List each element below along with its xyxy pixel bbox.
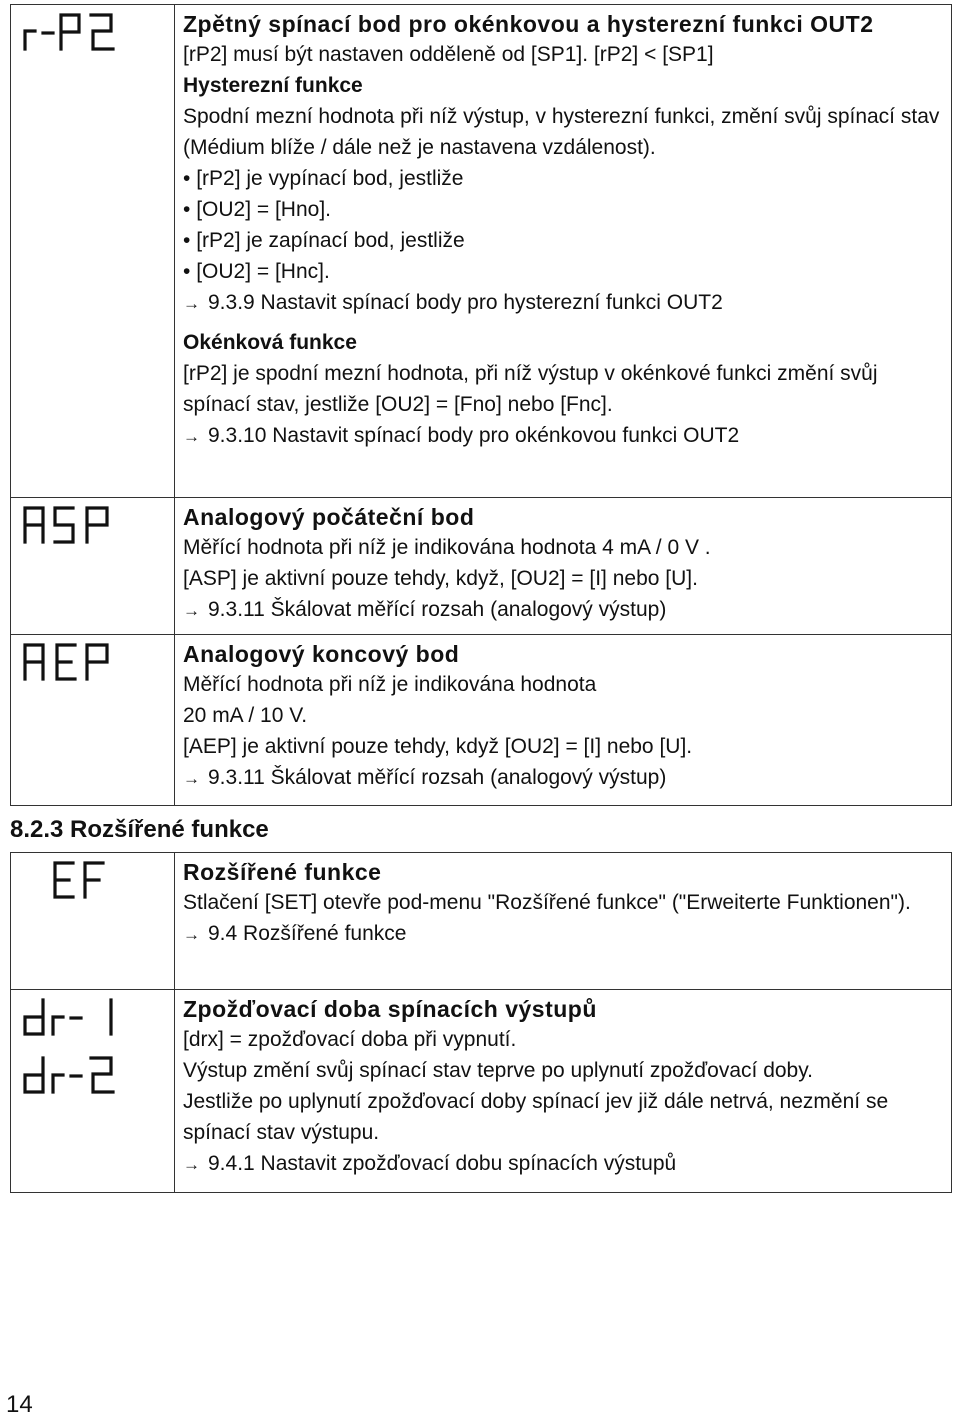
- arrow-right-icon: →: [183, 601, 200, 620]
- parameter-table-2: [10, 852, 952, 1193]
- rp2-paragraph2: [rP2] je spodní mezní hodnota, při níž výstup v okénkové funkci změní svůj spínací stav, jestliže [OU2] = [Fno] nebo [Fnc].: [183, 362, 878, 416]
- lcd-dr2-icon: [21, 1054, 121, 1094]
- row-aep: [11, 634, 951, 805]
- dr-paragraph2: Výstup změní svůj spínací stav teprve po uplynutí zpožďovací doby.: [183, 1059, 814, 1082]
- ref-text: 9.3.11 Škálovat měřící rozsah (analogový výstup): [208, 598, 667, 621]
- cross-reference: [183, 762, 943, 794]
- aep-heading: Analogový koncový bod: [183, 641, 460, 667]
- rp2-description: [175, 5, 951, 497]
- bullet-item: • [OU2] = [Hno].: [183, 194, 943, 225]
- ref-text: 9.3.9 Nastavit spínací body pro hysterezní funkci OUT2: [208, 291, 723, 314]
- dr-description: [175, 990, 951, 1192]
- asp-paragraph1: Měřící hodnota při níž je indikována hodnota 4 mA / 0 V .: [183, 536, 711, 559]
- row-dr: [11, 989, 951, 1192]
- lcd-dr1-icon: [21, 996, 121, 1036]
- dr-paragraph3: Jestliže po uplynutí zpožďovací doby spínací jev již dále netrvá, nezmění se spínací stav výstupu.: [183, 1090, 889, 1144]
- section-title: 8.2.3 Rozšířené funkce: [10, 816, 269, 843]
- row-ef: [11, 853, 951, 989]
- cross-reference: [183, 594, 943, 626]
- cross-reference: [183, 1148, 943, 1180]
- rp2-subheading-window: Okénková funkce: [183, 331, 357, 354]
- ref-text: 9.4.1 Nastavit zpožďovací dobu spínacích výstupů: [208, 1152, 677, 1175]
- lcd-code-dr: [11, 990, 175, 1192]
- ef-description: [175, 853, 951, 989]
- cross-reference: [183, 420, 943, 452]
- arrow-right-icon: →: [183, 925, 200, 944]
- cross-reference: [183, 918, 943, 950]
- asp-paragraph2: [ASP] je aktivní pouze tehdy, když, [OU2] = [I] nebo [U].: [183, 567, 698, 590]
- ref-text: 9.3.11 Škálovat měřící rozsah (analogový výstup): [208, 766, 667, 789]
- ef-paragraph1: Stlačení [SET] otevře pod-menu "Rozšířené funkce" ("Erweiterte Funktionen").: [183, 891, 911, 914]
- aep-description: [175, 635, 951, 805]
- lcd-code-ef: [11, 853, 175, 989]
- row-asp: [11, 497, 951, 634]
- arrow-right-icon: →: [183, 427, 200, 446]
- arrow-right-icon: →: [183, 294, 200, 313]
- aep-paragraph1b: 20 mA / 10 V.: [183, 704, 308, 727]
- lcd-aep-icon: [21, 641, 121, 681]
- ef-heading: Rozšířené funkce: [183, 859, 382, 885]
- rp2-subheading-hysteresis: Hysterezní funkce: [183, 74, 363, 97]
- aep-paragraph2: [AEP] je aktivní pouze tehdy, když [OU2] = [I] nebo [U].: [183, 735, 693, 758]
- rp2-line1: [rP2] musí být nastaven odděleně od [SP1]. [rP2] < [SP1]: [183, 43, 714, 66]
- asp-description: [175, 498, 951, 634]
- lcd-asp-icon: [21, 504, 121, 544]
- ref-text: 9.4 Rozšířené funkce: [208, 922, 407, 945]
- rp2-heading: Zpětný spínací bod pro okénkovou a hysterezní funkci OUT2: [183, 11, 874, 37]
- bullet-item: • [rP2] je vypínací bod, jestliže: [183, 163, 943, 194]
- aep-paragraph1: Měřící hodnota při níž je indikována hodnota: [183, 673, 597, 696]
- ref-text: 9.3.10 Nastavit spínací body pro okénkovou funkci OUT2: [208, 424, 740, 447]
- lcd-code-aep: [11, 635, 175, 805]
- row-rp2: [11, 5, 951, 497]
- bullet-item: • [rP2] je zapínací bod, jestliže: [183, 225, 943, 256]
- lcd-ef-icon: [21, 859, 121, 899]
- rp2-paragraph1: Spodní mezní hodnota při níž výstup, v hysterezní funkci, změní svůj spínací stav (Médium blíže / dále než je nastavena vzdálenost).: [183, 105, 940, 159]
- parameter-table-1: [10, 4, 952, 806]
- dr-paragraph1: [drx] = zpožďovací doba při vypnutí.: [183, 1028, 517, 1051]
- lcd-rp2-icon: [21, 11, 121, 51]
- dr-heading: Zpožďovací doba spínacích výstupů: [183, 996, 597, 1022]
- lcd-code-rp2: [11, 5, 175, 497]
- cross-reference: [183, 287, 943, 319]
- asp-heading: Analogový počáteční bod: [183, 504, 475, 530]
- arrow-right-icon: →: [183, 1155, 200, 1174]
- lcd-code-asp: [11, 498, 175, 634]
- bullet-item: • [OU2] = [Hnc].: [183, 256, 943, 287]
- page-number: 14: [6, 1391, 33, 1418]
- arrow-right-icon: →: [183, 769, 200, 788]
